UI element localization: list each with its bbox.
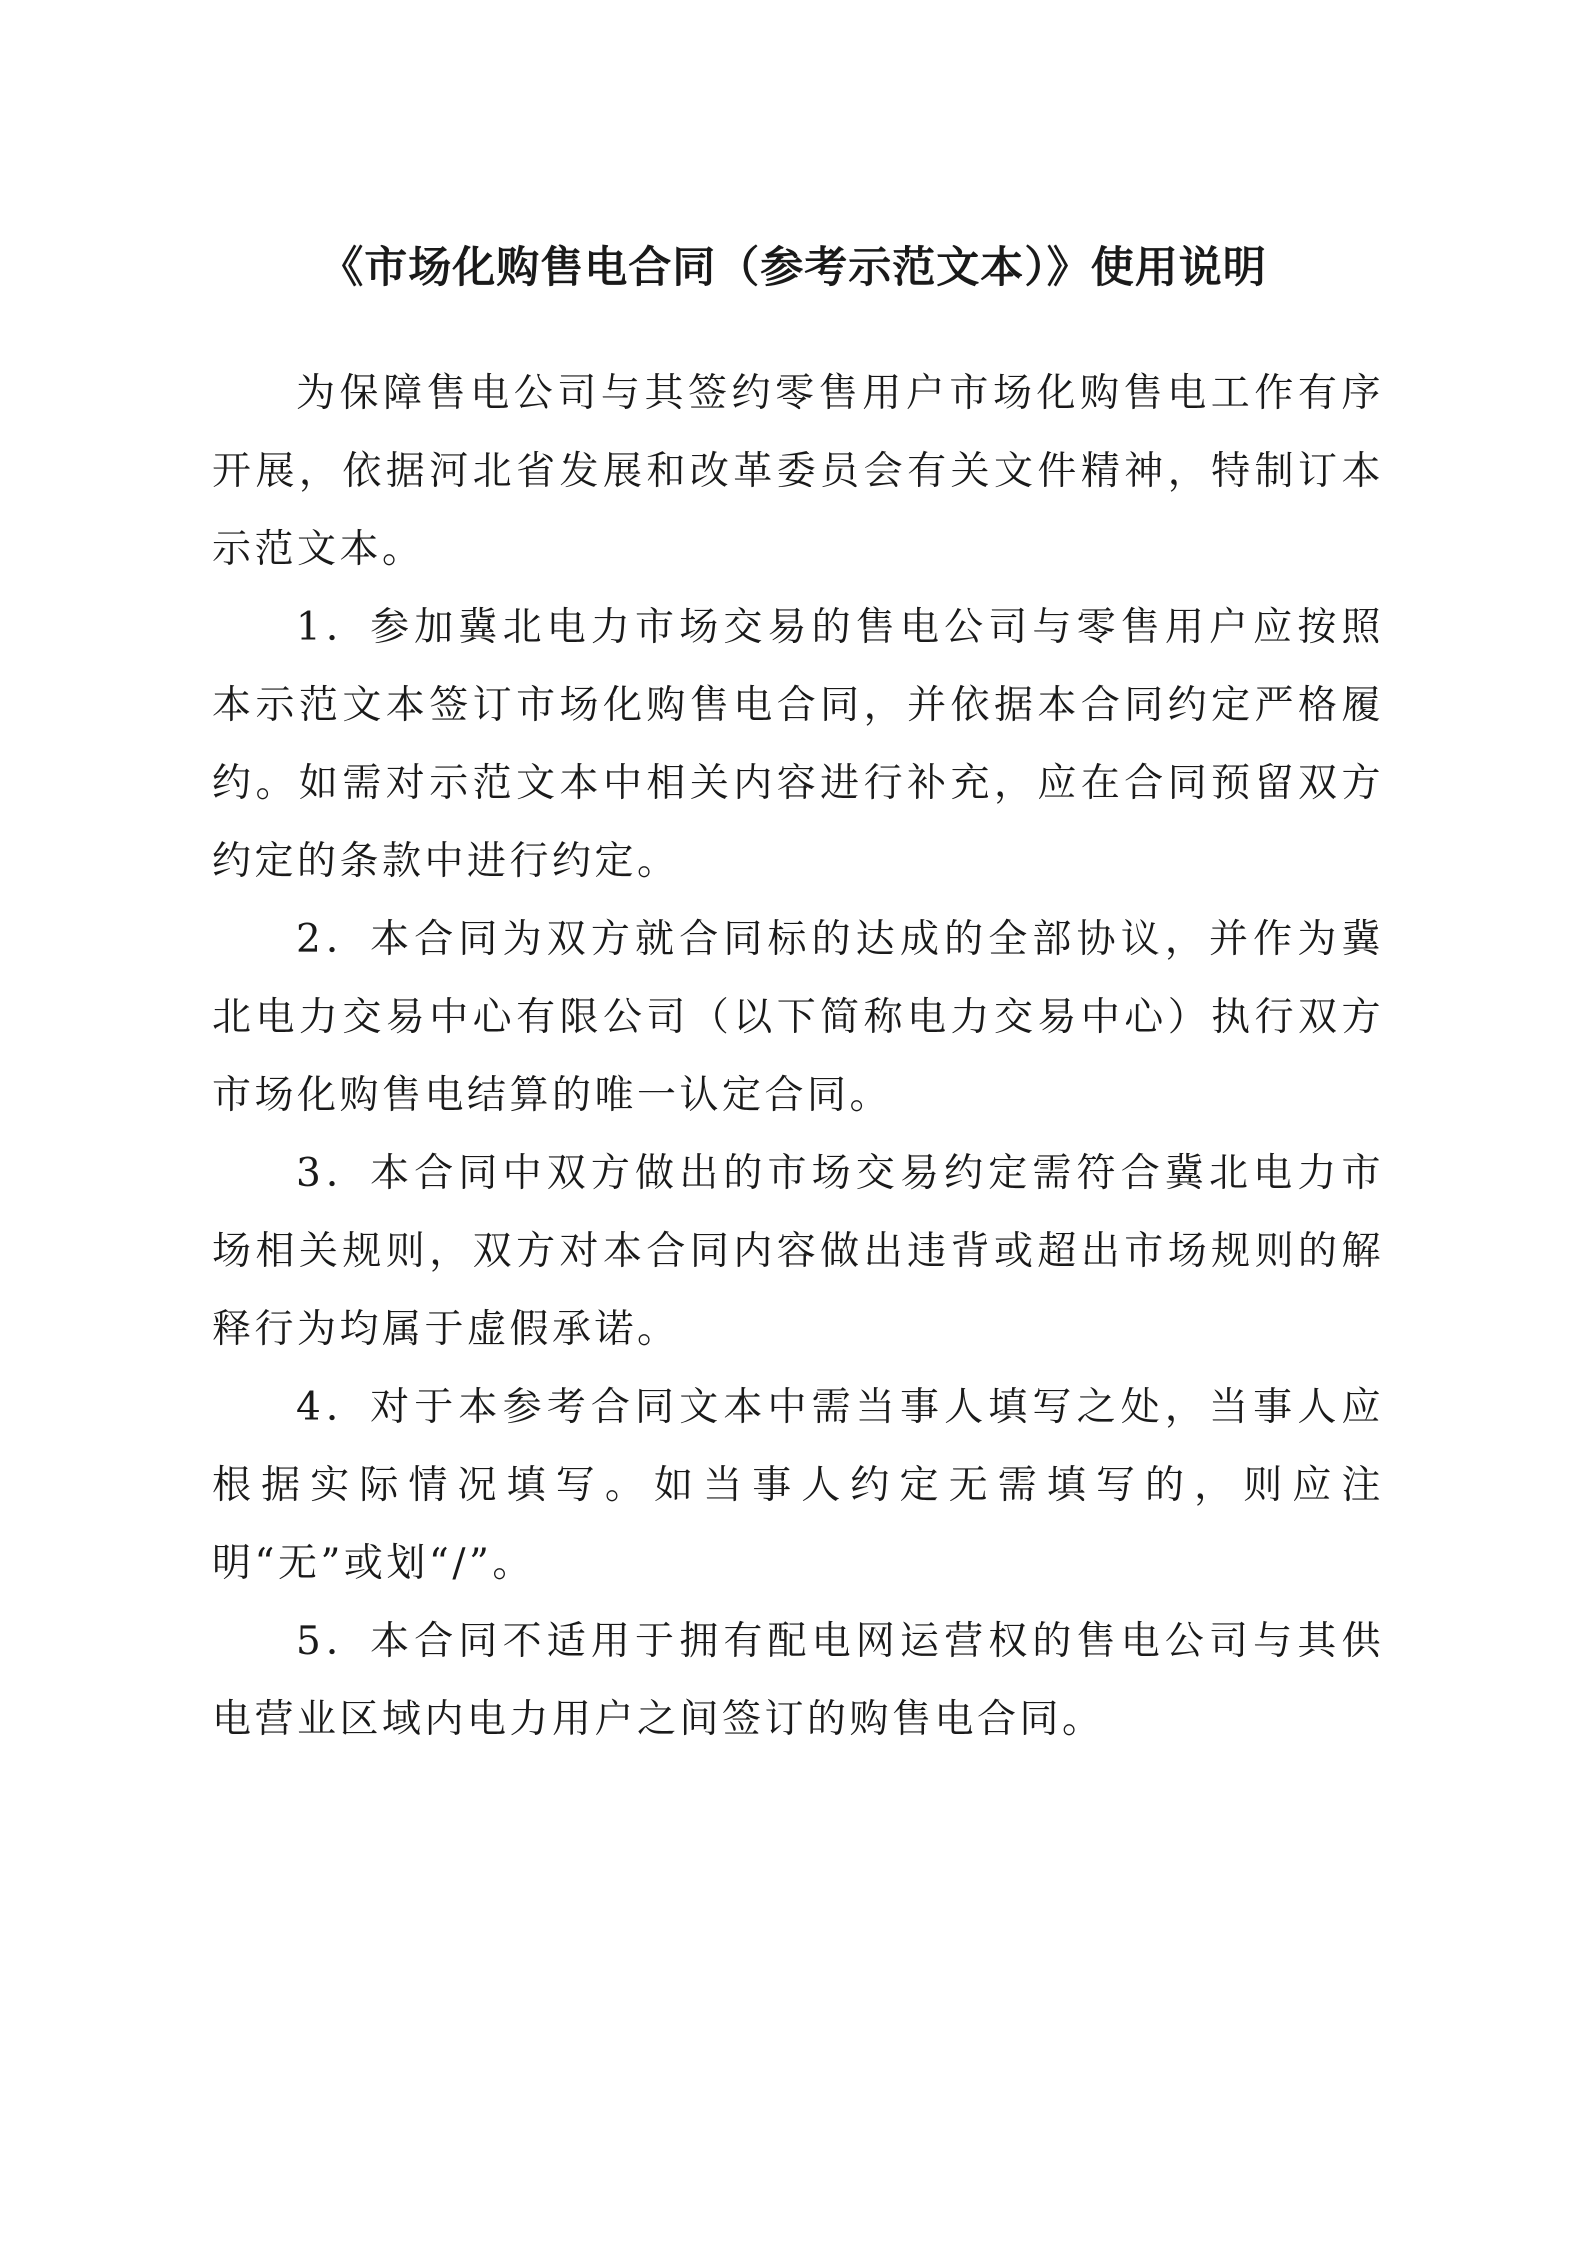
intro-paragraph: 为保障售电公司与其签约零售用户市场化购售电工作有序开展，依据河北省发展和改革委员会有关文件精神，特制订本示范文本。 (212, 371, 1384, 572)
document-body (212, 355, 1384, 1759)
clause-1-paragraph: 1．参加冀北电力市场交易的售电公司与零售用户应按照本示范文本签订市场化购售电合同，并依据本合同约定严格履约。如需对示范文本中相关内容进行补充，应在合同预留双方约定的条款中进行约定。 (212, 605, 1384, 884)
clause-3-paragraph: 3．本合同中双方做出的市场交易约定需符合冀北电力市场相关规则，双方对本合同内容做出违背或超出市场规则的解释行为均属于虚假承诺。 (212, 1151, 1384, 1352)
clause-4-paragraph: 4．对于本参考合同文本中需当事人填写之处，当事人应根据实际情况填写。如当事人约定无需填写的，则应注明“无”或划“/”。 (212, 1385, 1384, 1586)
document-title: 《市场化购售电合同（参考示范文本）》使用说明 (320, 243, 1267, 293)
clause-2-paragraph: 2．本合同为双方就合同标的达成的全部协议，并作为冀北电力交易中心有限公司（以下简称电力交易中心）执行双方市场化购售电结算的唯一认定合同。 (212, 917, 1384, 1118)
clause-5-paragraph: 5．本合同不适用于拥有配电网运营权的售电公司与其供电营业区域内电力用户之间签订的购售电合同。 (212, 1619, 1384, 1742)
